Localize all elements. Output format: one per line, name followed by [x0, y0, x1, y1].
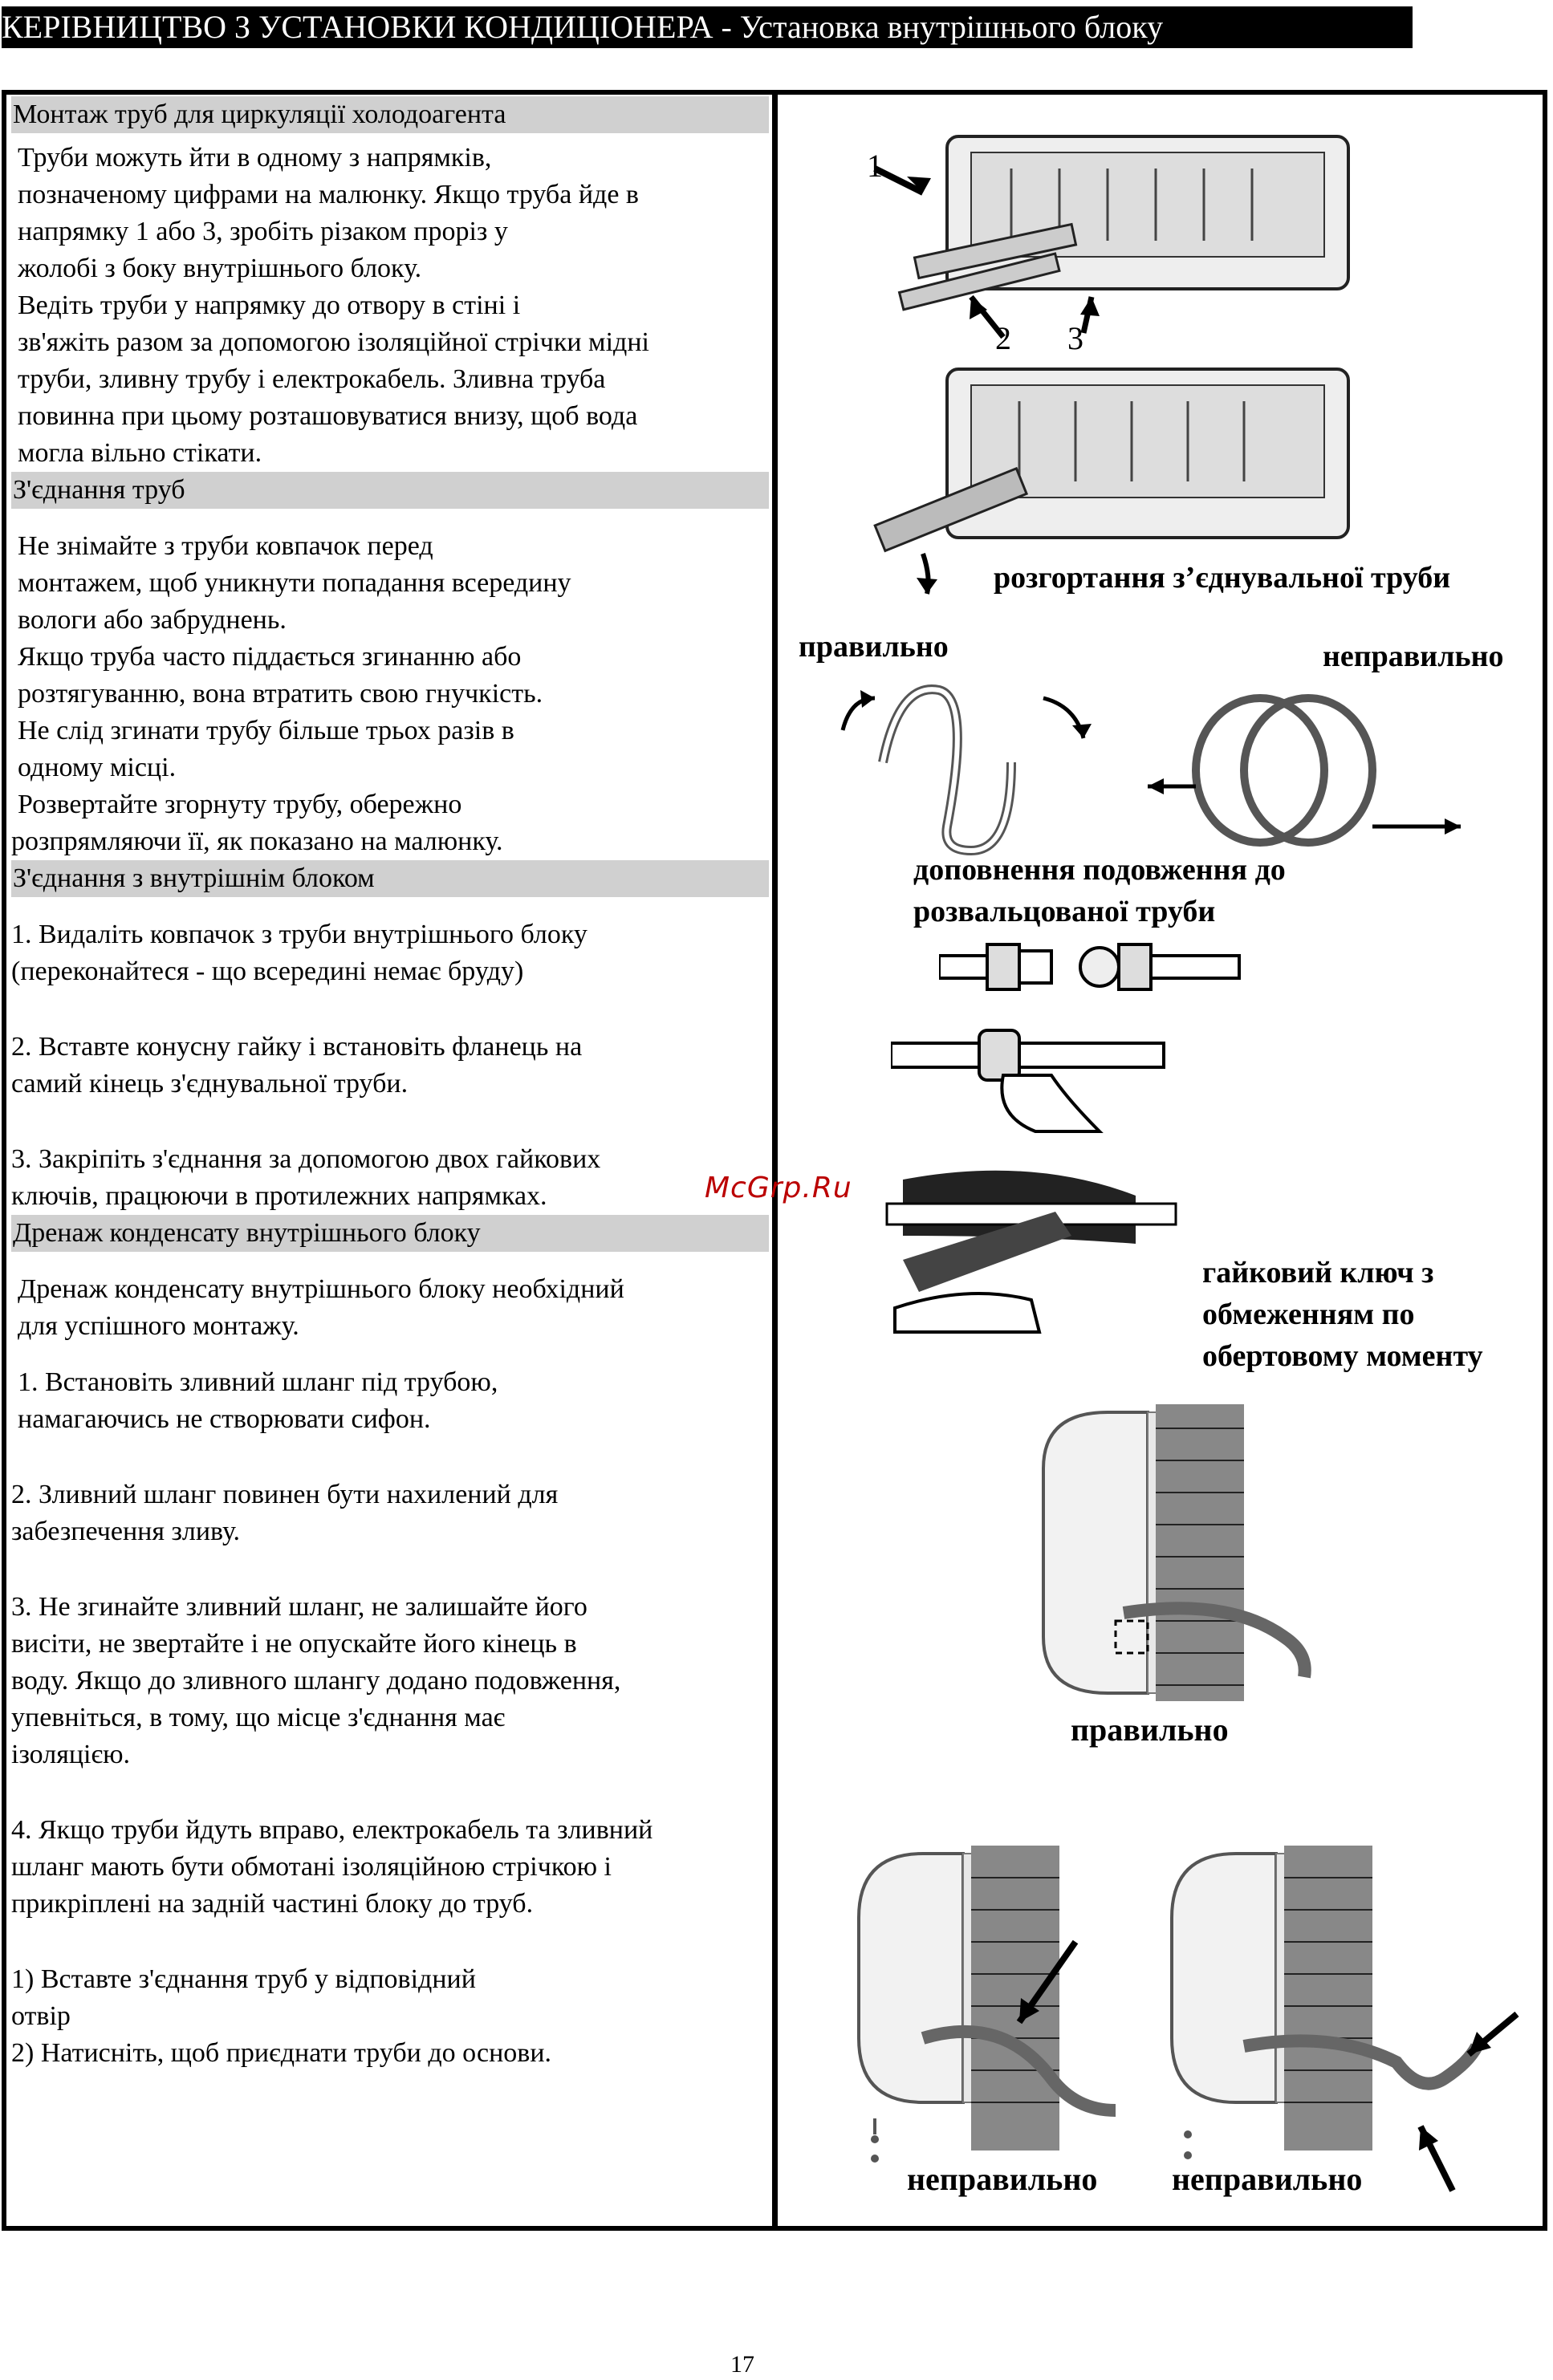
hand-tighten-illustration [891, 1019, 1172, 1139]
connection-step-3: 3. Закріпіть з'єднання за допомогою двох гайкових ключів, працюючи в протилежних напрямках. [11, 1144, 601, 1211]
refrigerant-text: Труби можуть йти в одному з напрямків, позначеному цифрами на малюнку. Якщо труба йде в напрямку 1 або 3, зробіть різаком проріз у жолобі з боку внутрішнього блоку. Ведіть труби у напрямку до отвору в стіні і зв'яжіть разом за допомогою ізоляційної стрічки мідні труби, зливну трубу і електрокабель. Зливна труба повинна при цьому розташовуватися внизу, щоб вода могла вільно стікати. [18, 143, 649, 468]
bend-correct-label: правильно [799, 630, 949, 664]
drainage-step-3: 3. Не згинайте зливний шланг, не залишайте його висіти, не звертайте і не опускайте його кінець в воду. Якщо до зливного шлангу додано подовження, упевніться, в тому, що місце з'єднання має ізоляцією. [11, 1592, 621, 1769]
direction-1-label: 1 [867, 148, 883, 184]
section-heading-drainage: Дренаж конденсату внутрішнього блоку [11, 1215, 769, 1252]
drainage-step-2: 2. Зливний шланг повинен бути нахилений для забезпечення зливу. [11, 1480, 559, 1546]
drain-incorrect-illustration-2 [1156, 1838, 1533, 2199]
section-heading-refrigerant: Монтаж труб для циркуляції холодоагента [11, 96, 769, 133]
instructions-column [11, 96, 769, 2072]
joining-text-3: розпрямляючи її, як показано на малюнку. [11, 827, 503, 856]
pipe-direction-illustration [851, 120, 1364, 353]
connection-step-1: 1. Видаліть ковпачок з труби внутрішнього блоку (переконайтеся - що всередині немає бруду) [11, 920, 587, 986]
joining-text: Не знімайте з труби ковпачок перед монтажем, щоб уникнути попадання всередину вологи або забруднень. Якщо труба часто піддається згинанню або розтягуванню, вона втратить свою гнучкість. Не слід згинати трубу більше трьох разів в одному місці. [18, 531, 571, 782]
drain-incorrect-label-1: неправильно [907, 2161, 1098, 2197]
page-title: КЕРІВНИЦТВО З УСТАНОВКИ КОНДИЦІОНЕРА - Установка внутрішнього блоку [2, 6, 1413, 48]
direction-2-label: 2 [995, 320, 1011, 353]
drainage-step-1: 1. Встановіть зливний шланг під трубою, намагаючись не створювати сифон. [18, 1367, 498, 1434]
drain-correct-label: правильно [1071, 1712, 1229, 1748]
drainage-substeps: 1) Вставте з'єднання труб у відповідний отвір 2) Натисніть, щоб приєднати труби до основи. [11, 1964, 552, 2068]
drainage-intro: Дренаж конденсату внутрішнього блоку необхідний для успішного монтажу. [18, 1274, 624, 1341]
unroll-label: розгортання з’єднувальної труби [994, 561, 1451, 595]
section-heading-joining: З'єднання труб [11, 472, 769, 509]
two-wrench-illustration [871, 1147, 1192, 1340]
torque-wrench-label: гайковий ключ з обмеженням по обертовому моменту [1202, 1256, 1483, 1373]
drain-incorrect-label-2: неправильно [1172, 2161, 1363, 2197]
joining-text-2: Розвертайте згорнуту трубу, обережно [18, 790, 462, 819]
watermark: McGrp.Ru [705, 1172, 852, 1204]
page-number: 17 [730, 2351, 754, 2378]
pipe-bending-illustration [811, 666, 1541, 859]
column-divider [772, 90, 778, 2231]
section-heading-indoor-connection: З'єднання з внутрішнім блоком [11, 860, 769, 897]
drain-correct-illustration [1027, 1396, 1348, 1701]
bend-incorrect-label: неправильно [1323, 640, 1504, 673]
drain-incorrect-illustration-1 [843, 1838, 1148, 2175]
connection-step-2: 2. Вставте конусну гайку і встановіть фланець на самий кінець з'єднувальної труби. [11, 1032, 583, 1099]
extension-label: доповнення подовження до розвальцованої труби [913, 853, 1286, 928]
drainage-step-4: 4. Якщо труби йдуть вправо, електрокабель та зливний шланг мають бути обмотані ізоляційною стрічкою і прикріплені на задній частині блоку до труб. [11, 1815, 653, 1919]
direction-3-label: 3 [1067, 320, 1083, 353]
flare-nut-illustration [939, 935, 1244, 999]
